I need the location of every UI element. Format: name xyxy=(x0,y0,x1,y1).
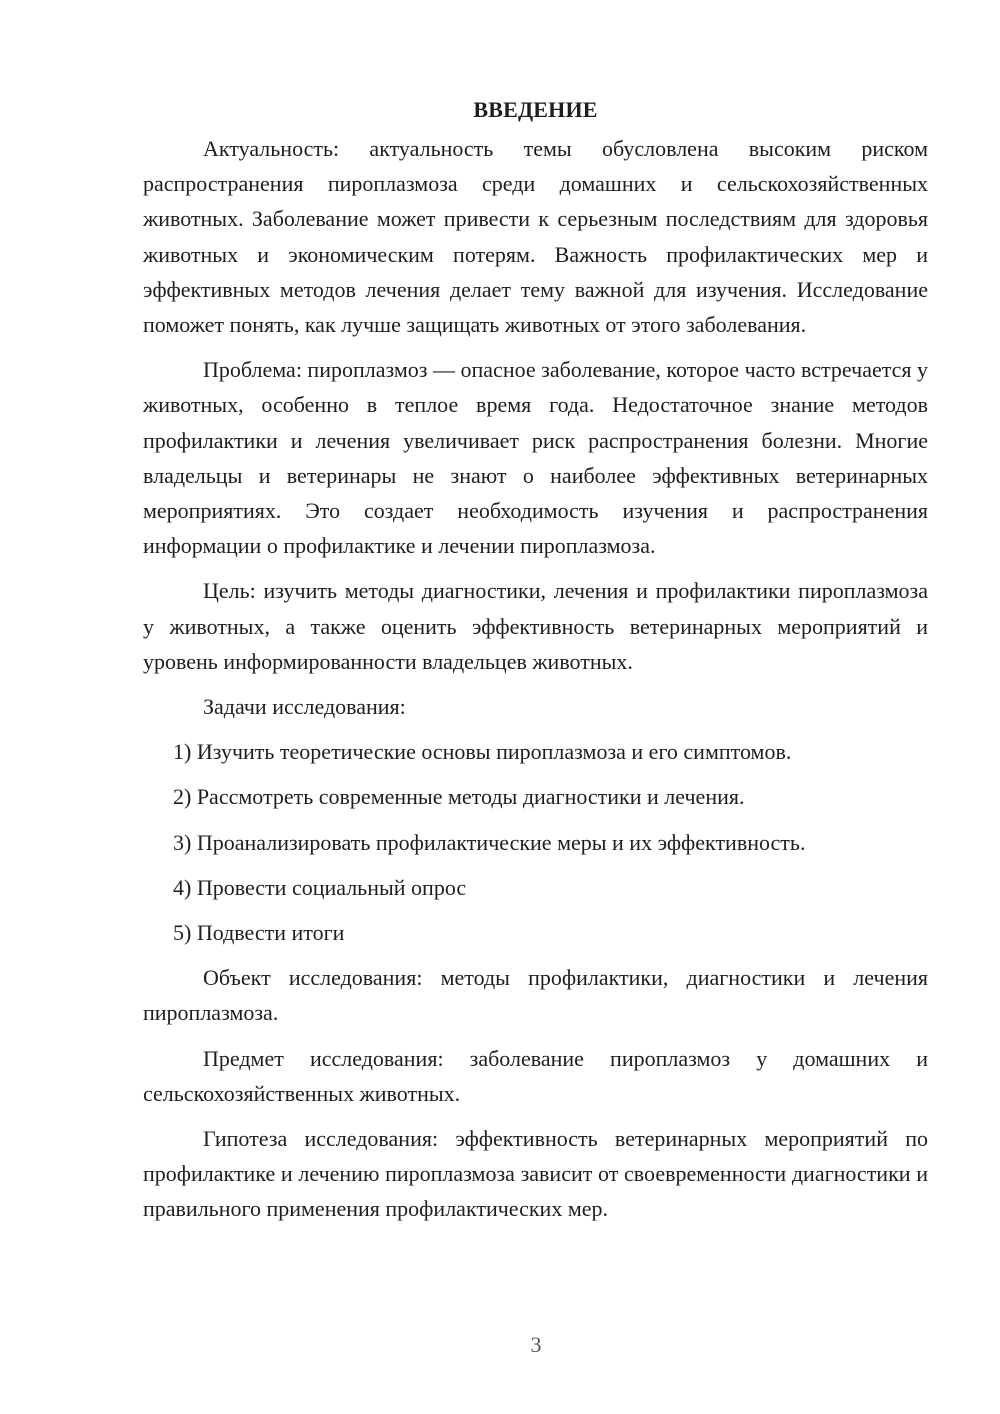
goal-paragraph: Цель: изучить методы диагностики, лечения и профилактики пироплазмоза у животных, а также оценить эффективность ветеринарных мероприятий и уровень информированности владельцев животных. xyxy=(143,578,928,674)
page-number: 3 xyxy=(530,1332,542,1357)
problem-paragraph: Проблема: пироплазмоз — опасное заболевание, которое часто встречается у животных, особенно в теплое время года. Недостаточное знание методов профилактики и лечения увеличивает риск распространения болезни. Многие владельцы и ветеринары не знают о наиболее эффективных ветеринарных мероприятиях. Это создает необходимость изучения и распространения информации о профилактике и лечении пироплазмоза. xyxy=(143,357,928,559)
tasks-list xyxy=(143,734,928,950)
task-item-1: 1) Изучить теоретические основы пироплазмоза и его симптомов. xyxy=(173,739,792,765)
task-item-5: 5) Подвести итоги xyxy=(173,920,345,946)
task-item-4: 4) Провести социальный опрос xyxy=(173,874,467,900)
relevance-paragraph: Актуальность: актуальность темы обусловлена высоким риском распространения пироплазмоза среди домашних и сельскохозяйственных животных. Заболевание может привести к серьезным последствиям для здоровья животных и экономическим потерям. Важность профилактических мер и эффективных методов лечения делает тему важной для изучения. Исследование поможет понять, как лучше защищать животных от этого заболевания. xyxy=(143,136,928,338)
task-item-3: 3) Проанализировать профилактические меры и их эффективность. xyxy=(173,829,806,855)
hypothesis-paragraph: Гипотеза исследования: эффективность ветеринарных мероприятий по профилактике и лечению пироплазмоза зависит от своевременности диагностики и правильного применения профилактических мер. xyxy=(143,1126,928,1222)
tasks-heading: Задачи исследования: xyxy=(203,694,406,720)
object-paragraph: Объект исследования: методы профилактики, диагностики и лечения пироплазмоза. xyxy=(143,965,928,1026)
section-title: ВВЕДЕНИЕ xyxy=(473,97,598,122)
task-item-2: 2) Рассмотреть современные методы диагностики и лечения. xyxy=(173,784,745,810)
document-page xyxy=(143,92,928,1237)
subject-paragraph: Предмет исследования: заболевание пироплазмоз у домашних и сельскохозяйственных животных. xyxy=(143,1045,928,1106)
